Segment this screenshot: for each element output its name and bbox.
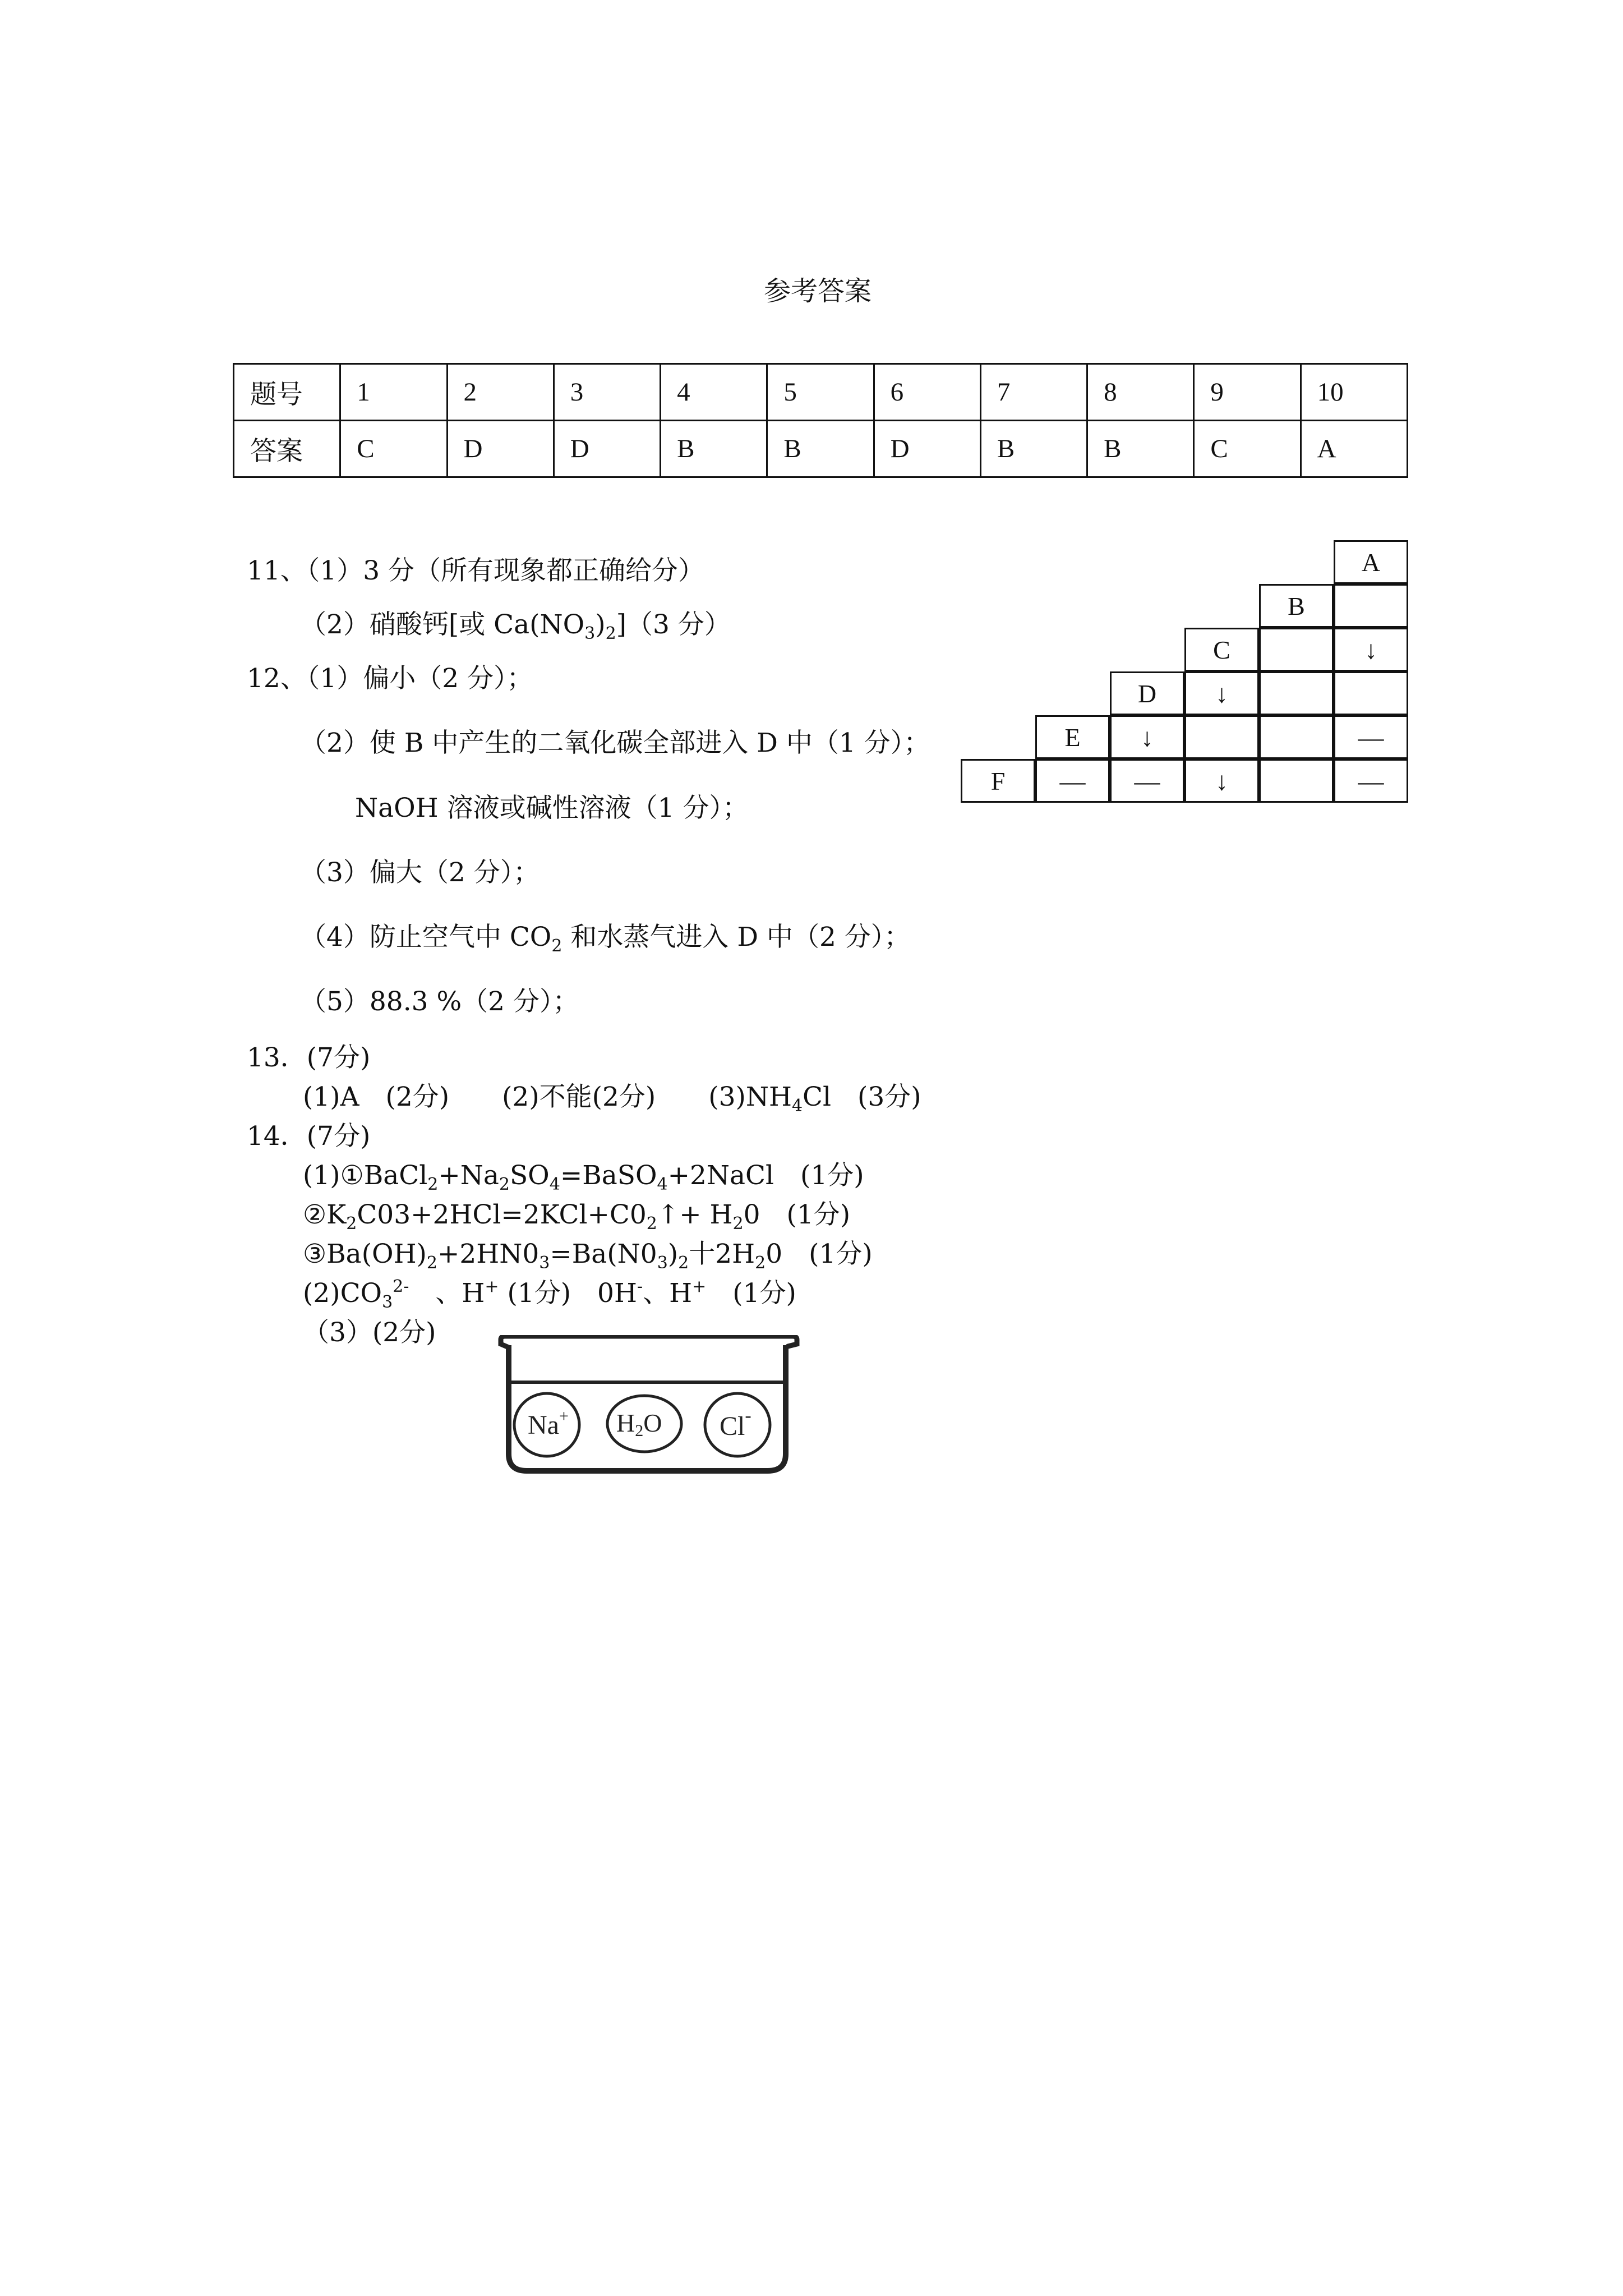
table-cell: 1 — [340, 364, 447, 421]
subscript: 3 — [382, 1292, 393, 1312]
subscript: 2 — [678, 1253, 689, 1273]
table-cell: B — [1087, 421, 1194, 477]
superscript: 2- — [393, 1277, 409, 1296]
q12-part1: 12、（1）偏小（2 分）； — [247, 663, 533, 694]
table-cell: D — [874, 421, 980, 477]
subscript: 2 — [755, 1253, 766, 1273]
subscript: 2 — [426, 1253, 437, 1273]
subscript: 4 — [549, 1175, 560, 1194]
q13-answer-text: Cl (3分) — [803, 1082, 921, 1112]
grid-cell-dash: — — [1110, 759, 1184, 803]
subscript: 4 — [657, 1175, 668, 1194]
grid-cell-A: A — [1334, 540, 1408, 584]
water-molecule-label: H2O — [616, 1409, 662, 1440]
q12-part4-text: （4）防止空气中 CO — [300, 922, 552, 953]
superscript: + — [692, 1277, 707, 1296]
equation-text: +2HN0 — [437, 1239, 540, 1269]
page-title: 参考答案 — [764, 275, 872, 307]
superscript: - — [637, 1277, 643, 1296]
table-cell: 10 — [1301, 364, 1407, 421]
grid-cell-B: B — [1259, 584, 1334, 628]
q12-part2: （2）使 B 中产生的二氧化碳全部进入 D 中（1 分）； — [300, 728, 930, 758]
table-cell: 7 — [980, 364, 1087, 421]
table-cell: 4 — [661, 364, 767, 421]
q11-part2 — [300, 604, 731, 641]
q14-equation-3 — [303, 1233, 873, 1271]
table-cell: 9 — [1194, 364, 1301, 421]
grid-cell-C: C — [1184, 628, 1259, 671]
table-cell: B — [661, 421, 767, 477]
ion-text: (2)CO — [303, 1278, 382, 1309]
equation-text: 0 (1分) — [766, 1239, 873, 1269]
subscript: 2 — [646, 1214, 657, 1234]
equation-text: =Ba(N0 — [550, 1239, 657, 1269]
grid-cell-empty — [1259, 628, 1334, 671]
subscript: 2 — [551, 936, 562, 956]
equation-text: 0 (1分) — [743, 1199, 851, 1230]
ion-text: (1分) 0H — [499, 1278, 637, 1309]
q14-heading: 14．(7分) — [247, 1121, 371, 1152]
q11-part2-text: （2）硝酸钙[或 Ca(NO — [300, 609, 585, 640]
subscript: 3 — [584, 624, 596, 643]
equation-text: ) — [667, 1239, 679, 1269]
q11-part2-text: ) — [595, 609, 606, 640]
grid-cell-down-arrow: ↓ — [1110, 715, 1184, 759]
table-row — [234, 421, 1408, 477]
ion-text: 、H — [409, 1278, 485, 1309]
q13-answer — [303, 1076, 921, 1114]
table-cell: C — [1194, 421, 1301, 477]
table-cell: A — [1301, 421, 1407, 477]
table-cell: B — [980, 421, 1087, 477]
q11-part2-text: ]（3 分） — [616, 609, 731, 640]
grid-cell-down-arrow: ↓ — [1184, 759, 1259, 803]
q12-part4-text: 和水蒸气进入 D 中（2 分）； — [562, 922, 911, 953]
table-cell: 3 — [554, 364, 660, 421]
equation-text: ②K — [303, 1199, 347, 1230]
equation-text: =BaSO — [560, 1160, 657, 1191]
table-cell: C — [340, 421, 447, 477]
table-cell: 5 — [767, 364, 874, 421]
grid-cell-empty — [1334, 584, 1408, 628]
grid-cell-dash: — — [1035, 759, 1110, 803]
grid-cell-empty — [1259, 671, 1334, 715]
subscript: 3 — [657, 1253, 668, 1273]
q12-part4 — [300, 916, 910, 954]
table-cell: 题号 — [234, 364, 340, 421]
grid-cell-empty — [1184, 715, 1259, 759]
equation-text: +2NaCl (1分) — [667, 1160, 864, 1191]
grid-cell-E: E — [1035, 715, 1110, 759]
subscript: 2 — [346, 1214, 357, 1234]
grid-cell-empty — [1259, 715, 1334, 759]
beaker-rim — [501, 1336, 797, 1346]
grid-cell-empty — [1334, 671, 1408, 715]
subscript: 4 — [791, 1096, 803, 1116]
table-row — [234, 364, 1408, 421]
table-cell: 答案 — [234, 421, 340, 477]
table-cell: B — [767, 421, 874, 477]
q14-equation-2 — [303, 1194, 851, 1234]
table-cell: D — [554, 421, 660, 477]
equation-text: 十2H — [689, 1239, 755, 1269]
subscript: 3 — [539, 1253, 550, 1273]
table-cell: 8 — [1087, 364, 1194, 421]
subscript: 2 — [605, 624, 616, 643]
table-cell: D — [447, 421, 554, 477]
q14-equation-1 — [303, 1154, 864, 1192]
equation-text: ↑+ H — [657, 1199, 733, 1230]
beaker-diagram — [497, 1335, 800, 1481]
table-cell: 6 — [874, 364, 980, 421]
subscript: 2 — [499, 1175, 510, 1194]
grid-cell-D: D — [1110, 671, 1184, 715]
q13-answer-text: (1)A (2分) (2)不能(2分) (3)NH — [303, 1082, 792, 1112]
equation-text: C03+2HCl=2KCl+C0 — [357, 1199, 647, 1230]
subscript: 2 — [427, 1175, 439, 1194]
q12-part3: （3）偏大（2 分）； — [300, 857, 540, 888]
sodium-ion-label: Na+ — [528, 1407, 569, 1440]
equation-text: (1)①BaCl — [303, 1160, 428, 1191]
q11-part1: 11、（1）3 分（所有现象都正确给分） — [247, 555, 705, 586]
grid-cell-down-arrow: ↓ — [1334, 628, 1408, 671]
grid-cell-empty — [1259, 759, 1334, 803]
equation-text: ③Ba(OH) — [303, 1239, 427, 1269]
q13-heading: 13．(7分) — [247, 1042, 371, 1073]
grid-cell-F: F — [961, 759, 1035, 803]
q14-part3: （3）(2分) — [303, 1317, 436, 1348]
chloride-ion-label: Cl- — [720, 1405, 751, 1441]
equation-text: SO — [509, 1160, 550, 1191]
equation-text: +Na — [438, 1160, 499, 1191]
grid-cell-dash: — — [1334, 759, 1408, 803]
grid-cell-dash: — — [1334, 715, 1408, 759]
subscript: 2 — [732, 1214, 744, 1234]
ion-text: (1分) — [706, 1278, 796, 1309]
ion-text: 、H — [643, 1278, 693, 1309]
q12-part5: （5）88.3 %（2 分）； — [300, 986, 579, 1017]
q14-ions — [303, 1272, 796, 1310]
grid-cell-down-arrow: ↓ — [1184, 671, 1259, 715]
q12-part2b: NaOH 溶液或碱性溶液（1 分）； — [355, 793, 749, 823]
answer-table — [233, 363, 1408, 478]
table-cell: 2 — [447, 364, 554, 421]
superscript: + — [485, 1277, 499, 1296]
